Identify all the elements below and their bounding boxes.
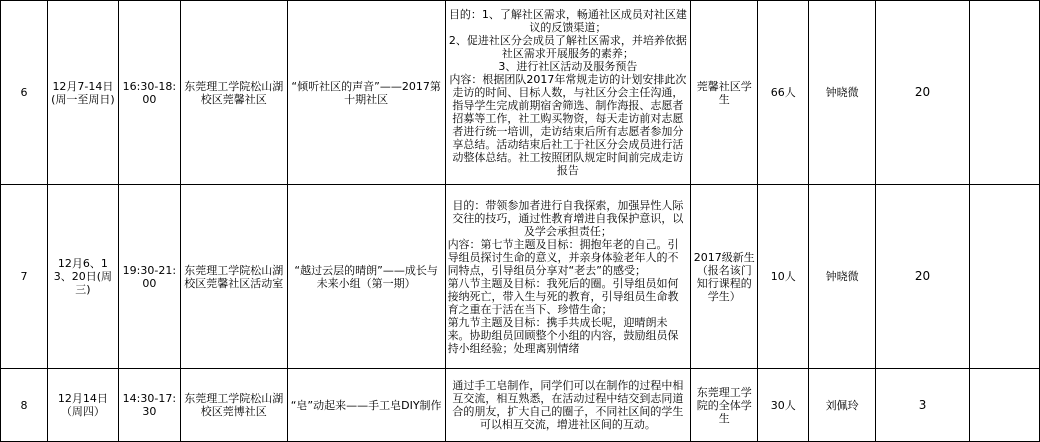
content-line: 内容：第七节主题及目标：拥抱年老的自己。引导组员探讨生命的意义，并亲身体验老年人的不同特点，引导组员分享对“老去”的感受；	[447, 237, 679, 277]
row-count: 30人	[758, 369, 809, 442]
table-row	[1, 1, 1040, 185]
row-hours: 20	[876, 185, 970, 369]
row-worker: 钟晓微	[809, 1, 876, 185]
content-line: 通过手工皂制作，同学们可以在制作的过程中相互交流，相互熟悉，在活动过程中结交到志同道合的朋友，扩大自己的圈子，不同社区间的学生可以相互交流，增进社区间的互动。	[452, 379, 684, 431]
content-line: 内容：根据团队2017年常规走访的计划安排此次走访的时间、目标人数，与社区分会主任沟通，指导学生完成前期宿舍筛选、制作海报、志愿者招募等工作，社工购买物资，每天走访前对志愿者进行统一培训，走访结束后所有志愿者参加分享总结。活动结束后社工于社区分会成员进行活动整体总结。社工按照团队规定时间前完成走访报告	[449, 73, 687, 177]
row-date: 12月6、13、20日(周三)	[47, 185, 118, 369]
row-activity: “皂”动起来——手工皂DIY制作	[287, 369, 445, 442]
row-content	[445, 369, 691, 442]
content-line: 第八节主题及目标：我死后的圈。引导组员如何接纳死亡，带入生与死的教育，引导组员生命教育之重在于活在当下、珍惜生命；	[447, 276, 679, 316]
row-location: 东莞理工学院松山湖校区莞馨社区	[180, 1, 287, 185]
row-content	[445, 1, 691, 185]
row-location: 东莞理工学院松山湖校区莞博社区	[180, 369, 287, 442]
row-time: 16:30-18:00	[118, 1, 180, 185]
row-extra	[970, 369, 1040, 442]
row-time: 19:30-21:00	[118, 185, 180, 369]
row-target: 莞馨社区学生	[691, 1, 758, 185]
row-worker: 刘佩玲	[809, 369, 876, 442]
row-date: 12月14日（周四）	[47, 369, 118, 442]
content-line: 目的：带领参加者进行自我探索，加强异性人际交往的技巧，通过性教育增进自我保护意识，以及学会承担责任；	[452, 198, 684, 238]
row-hours: 20	[876, 1, 970, 185]
content-line: 目的：1、了解社区需求，畅通社区成员对社区建议的反馈渠道；	[448, 8, 687, 34]
content-line: 第九节主题及目标：携手共成长呢，迎晴朗未来。协助组员回顾整个小组的内容，鼓励组员保持小组经验；处理离别情绪	[447, 315, 679, 355]
row-time: 14:30-17:30	[118, 369, 180, 442]
row-target: 2017级新生（报名该门知行课程的学生）	[691, 185, 758, 369]
row-content	[445, 185, 691, 369]
row-index: 7	[1, 185, 48, 369]
row-index: 6	[1, 1, 48, 185]
content-line: 2、促进社区分会成员了解社区需求，并培养依据社区需求开展服务的素养；	[448, 34, 687, 60]
row-location: 东莞理工学院松山湖校区莞馨社区活动室	[180, 185, 287, 369]
row-hours: 3	[876, 369, 970, 442]
row-target: 东莞理工学院的全体学生	[691, 369, 758, 442]
row-activity: “倾听社区的声音”——2017第十期社区	[287, 1, 445, 185]
row-extra	[970, 185, 1040, 369]
row-count: 10人	[758, 185, 809, 369]
row-worker: 钟晓微	[809, 185, 876, 369]
table-row	[1, 185, 1040, 369]
table-row	[1, 369, 1040, 442]
row-index: 8	[1, 369, 48, 442]
row-activity: “越过云层的晴朗”——成长与未来小组（第一期）	[287, 185, 445, 369]
row-date: 12月7-14日(周一至周日)	[47, 1, 118, 185]
row-count: 66人	[758, 1, 809, 185]
content-line: 3、进行社区活动及服务预告	[498, 60, 638, 73]
row-extra	[970, 1, 1040, 185]
